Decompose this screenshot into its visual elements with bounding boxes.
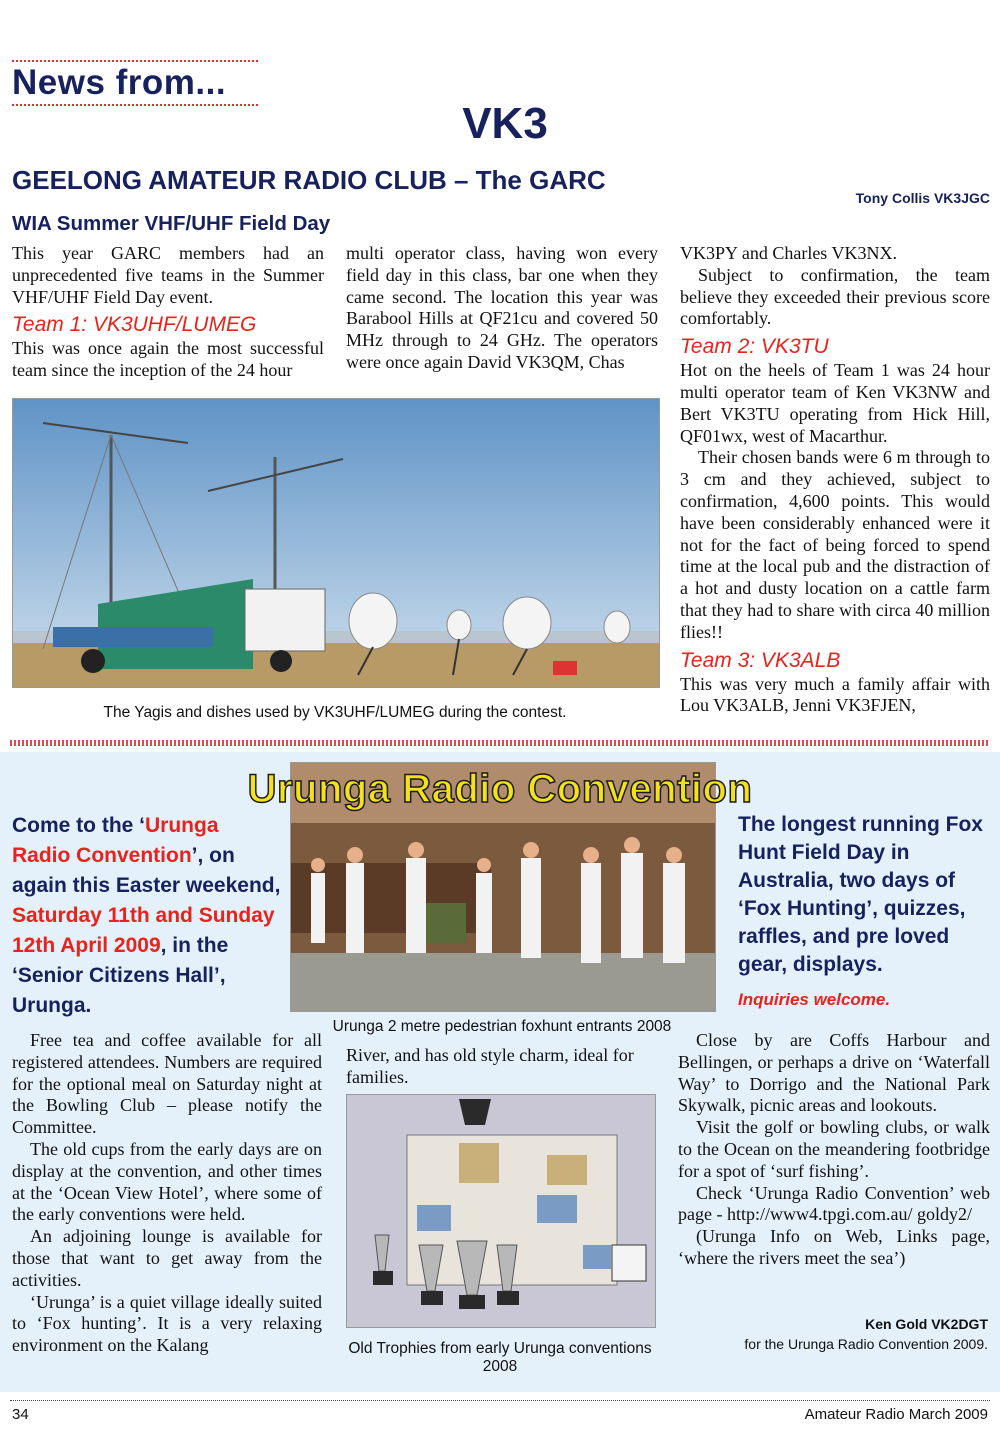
convention-banner: Urunga Radio Convention	[247, 767, 753, 811]
urunga-close-by: Close by are Coffs Harbour and Bellingen, or perhaps a drive on ‘Waterfall Way’ to Dorrigo and the National Park Skywalk, picnic areas and lookouts.	[678, 1030, 990, 1116]
signoff-name: Ken Gold VK2DGT	[865, 1316, 988, 1332]
title-rule-bottom	[12, 104, 258, 106]
garc-column-3	[680, 243, 990, 717]
urunga-village: ‘Urunga’ is a quiet village ideally suited to ‘Fox hunting’. It is a very relaxing environment on the Kalang	[12, 1291, 322, 1356]
trophies-photo	[346, 1094, 656, 1328]
team1-score: Subject to confirmation, the team believe they exceeded their previous score comfortably.	[680, 264, 990, 329]
news-from-title: News from...	[12, 63, 227, 102]
promo-left-part-4: Saturday 11th and Sunday 12th April 2009	[12, 904, 275, 957]
promo-left-part-1: Come to the ‘	[12, 814, 146, 837]
urunga-column-2	[346, 1045, 658, 1089]
promo-left-part-2: Urunga Radio Convention	[12, 814, 219, 867]
garc-intro: This year GARC members had an unprecedented five teams in the Summer VHF/UHF Field Day event.	[12, 243, 324, 307]
garc-column-1	[12, 243, 324, 382]
promo-left	[12, 811, 282, 1021]
inquiries-welcome: Inquiries welcome.	[738, 990, 891, 1009]
urunga-kalang-river: River, and has old style charm, ideal for families.	[346, 1045, 634, 1087]
urunga-column-1	[12, 1030, 322, 1357]
garc-photo-caption: The Yagis and dishes used by VK3UHF/LUMEG during the contest.	[103, 704, 567, 721]
urunga-column-3	[678, 1030, 990, 1270]
team1-text-continued: multi operator class, having won every field day in this class, bar one when they came second. The location this year was Barabool Hills at QF21cu and covered 50 MHz through to 24 GHz. The operators were once again David VK3QM, Chas	[346, 243, 658, 372]
team1-text: This was once again the most successful team since the inception of the 24 hour	[12, 338, 324, 381]
section-separator	[10, 740, 990, 746]
garc-column-2	[346, 243, 658, 374]
signoff-role: for the Urunga Radio Convention 2009.	[744, 1336, 988, 1352]
section-title: WIA Summer VHF/UHF Field Day	[12, 212, 331, 235]
urunga-web-page: Check ‘Urunga Radio Convention’ web page - http://www4.tpgi.com.au/ goldy2/	[678, 1182, 990, 1225]
trophies-photo-caption: Old Trophies from early Urunga conventions 2008	[348, 1340, 652, 1375]
author-byline: Tony Collis VK3JGC	[855, 190, 990, 206]
urunga-info-web: (Urunga Info on Web, Links page, ‘where the rivers meet the sea’)	[678, 1226, 990, 1268]
promo-left-part-5: , in the ‘Senior Citizens Hall’, Urunga.	[12, 934, 229, 1017]
urunga-lounge: An adjoining lounge is available for those that want to get away from the activities.	[12, 1226, 322, 1290]
footer-rule	[10, 1400, 990, 1401]
team2-text-2: Their chosen bands were 6 m through to 3 cm and they achieved, subject to confirmation, 4,600 points. This would have been considerably enhanced were it not for the fact of being forced to spend time at the local pub and the distraction of a hot and dusty location on a cattle farm that they had to share with circa 40 million flies!!	[680, 447, 990, 642]
team1-heading: Team 1: VK3UHF/LUMEG	[12, 313, 257, 337]
team1-operators-end: VK3PY and Charles VK3NX.	[680, 243, 897, 263]
promo-left-part-3: ’, on again this Easter weekend,	[12, 844, 281, 897]
urunga-golf-bowling: Visit the golf or bowling clubs, or walk to the Ocean on the meandering footbridge for a spot of ‘surf fishing’.	[678, 1117, 990, 1181]
team2-text-1: Hot on the heels of Team 1 was 24 hour multi operator team of Ken VK3NW and Bert VK3TU operating from Hick Hill, QF01wx, west of Macarthur.	[680, 360, 990, 446]
club-title: GEELONG AMATEUR RADIO CLUB – The GARC	[12, 165, 606, 195]
promo-right: The longest running Fox Hunt Field Day in Australia, two days of ‘Fox Hunting’, quizzes, raffles, and pre loved gear, displays.	[738, 813, 983, 976]
foxhunt-photo-caption: Urunga 2 metre pedestrian foxhunt entrants 2008	[332, 1018, 672, 1035]
trophies-illustration	[347, 1095, 655, 1327]
region-title: VK3	[462, 99, 548, 148]
urunga-old-cups: The old cups from the early days are on display at the convention, and other times at the ‘Ocean View Hotel’, where some of the early conventions were held.	[12, 1138, 322, 1225]
page-number: 34	[12, 1406, 29, 1423]
publication-name: Amateur Radio March 2009	[804, 1406, 988, 1423]
yagi-dishes-illustration	[13, 399, 659, 687]
team3-heading: Team 3: VK3ALB	[680, 648, 841, 672]
team3-text: This was very much a family affair with Lou VK3ALB, Jenni VK3FJEN,	[680, 673, 990, 716]
yagi-dishes-photo	[12, 398, 660, 688]
team2-heading: Team 2: VK3TU	[680, 335, 829, 359]
urunga-tea-coffee: Free tea and coffee available for all registered attendees. Numbers are required for the optional meal on Saturday night at the Bowling Club – please notify the Committee.	[12, 1030, 322, 1138]
